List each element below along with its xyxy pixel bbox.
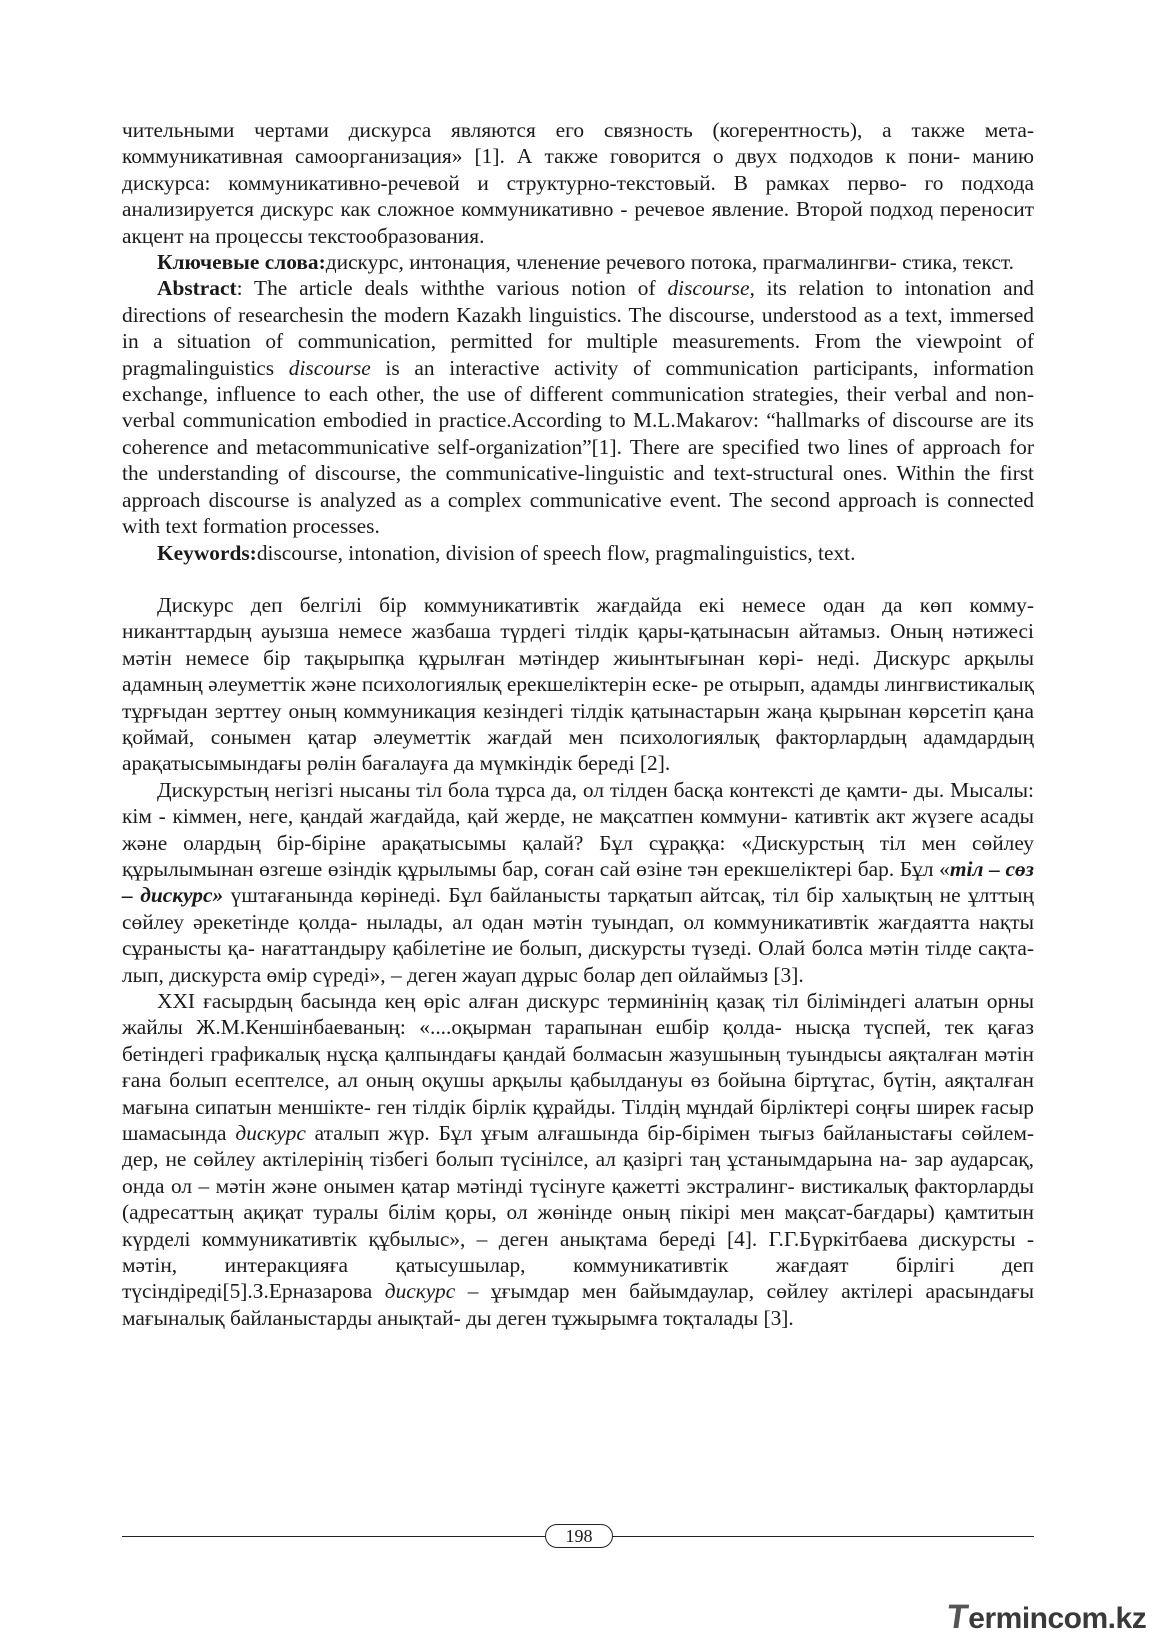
abstract-en (122, 275, 1034, 539)
kz3-term-1: дискурс (235, 1121, 306, 1146)
abstract-text-c: is an interactive activity of communication participants, information exchange, influence to each other, the use of different communication strategies, their verbal and non-verbal communication embodied in practice.According to M.L.Makarov: “hallmarks of discourse are its coherence and metacommunicative self-organization”[1]. There are specified two lines of approach for the understanding of discourse, the communicative-linguistic and text-structural ones. Within the first approach discourse is analyzed as a complex communicative event. The second approach is connected with text formation processes. (122, 355, 1034, 539)
abstract-term-discourse-2: discourse (288, 355, 371, 380)
keywords-en (122, 540, 1034, 566)
abstract-label: Abstract (157, 276, 237, 301)
kz3-text-a: XXI ғасырдың басында кең өріс алған дискурс терминінің қазақ тіл біліміндегі алатын орны жайлы Ж.М.Кеншінбаеваның: «....оқырман тарапынан ешбір қолда- нысқа түспей, тек қағаз бетіндегі графикалық нұсқа қалпындағы қандай болмасын жазушының туындысы аяқталған мәтін ғана болып есептелсе, ал оның оқушы арқылы қабылдануы өз бойына біртұтас, бүтін, аяқталған мағына сипатын меншікте- ген тілдік бірлік құрайды. Тілдің мұндай бірліктері соңғы ширек ғасыр шамасында (122, 989, 1034, 1146)
kz3-text-c: ұғымдар мен байымдаулар, сөйлеу актілері арасындағы мағыналық байланыстарды анықтай- ды деген тұжырымға тоқталады [3]. (122, 1279, 1034, 1330)
section-gap (122, 566, 1034, 592)
logo-end: m.kz (1081, 1602, 1147, 1635)
kz3-text-b: аталып жүр. Бұл ұғым алғашында бір-бірімен тығыз байланыстағы сөйлем- дер, не сөйлеу актілерінің тізбегі болып түсінілсе, ал қазіргі таң ұстанымдарына на- зар аударсақ, онда ол – мәтін және онымен қатар мәтінді түсінуге қажетті экстралинг- вистикалық факторларды (адресаттың ақиқат туралы білім қоры, ол жөнінде оның пікірі мен мақсат-бағдары) қамтитын күрделі коммуникативтік құбылыс», – деген анықтама береді [4]. Г.Г.Бүркітбаева дискурсты - мәтін, интеракцияға қатысушылар, коммуникативтік жағдаят бірлігі деп түсіндіреді[5].З.Ерназарова (122, 1121, 1035, 1304)
paragraph-ru-abstract-end: чительными чертами дискурса являются его связность (когерентность), а также мета- коммуникативная самоорганизация» [1]. А также говорится о двух подходов к пони- манию дискурса: коммуникативно-речевой и структурно-текстовый. В рамках перво- го подхода анализируется дискурс как сложное коммуникативно - речевое явление. Второй подход переносит акцент на процессы текстообразования. (122, 118, 1034, 248)
keywords-ru (122, 249, 1034, 275)
kz2-text-a: Дискурстың негізгі нысаны тіл бола тұрса да, ол тілден басқа контексті де қамти- ды. Мысалы: кім - кіммен, неге, қандай жағдайда, қай жерде, не мақсатпен коммуни- кативтік акт жүзеге асады және олардың бір-біріне арақатысымы қалай? Бұл сұраққа: «Дискурстың тіл мен сөйлеу құрылымынан өзгеше өзіндік құрылымы бар, соған сай өзіне тән ерекшеліктері бар. Бұл « (122, 777, 1034, 881)
keywords-ru-text: дискурс, интонация, членение речевого потока, прагмалингви- стика, текст. (325, 250, 1014, 275)
logo-text: erminc (968, 1602, 1064, 1635)
paragraph-kz-1: Дискурс деп белгілі бір коммуникативтік жағдайда екі немесе одан да көп комму- никанттардың ауызша немесе жазбаша түрдегі тілдік қары-қатынасын айтамыз. Оның нәтижесі мәтін немесе бір тақырыпқа құрылған мәтіндер жиынтығынан көрі- неді. Дискурс арқылы адамның әлеуметтік және психологиялық ерекшеліктерін еске- ре отырып, адамды лингвистикалық тұрғыдан зерттеу оның коммуникация кезіндегі тілдік қатынастарын жаңа қырынан көрсетіп қана қоймай, сонымен қатар әлеуметтік жағдай мен психологиялық факторлардың адамдардың арақатысымындағы рөлін бағалауға да мүмкіндік береді [2]. (122, 592, 1034, 776)
abstract-text-a: : The article deals withthe various notion of (236, 276, 668, 301)
paragraph-kz-3 (122, 988, 1034, 1331)
keywords-ru-label: Ключевые слова: (157, 250, 326, 275)
keywords-en-label: Keywords: (157, 540, 257, 565)
abstract-text-b: its relation to intonation and directions of researchesin the modern Kazakh linguistics. The discourse, understood as a text, immersed in a situation of communication, permitted for multiple measurements. From the viewpoint of pragmalinguistics (122, 276, 1034, 380)
kz2-text-b: үштағанында көрінеді. Бұл байланысты тарқатып айтсақ, тіл бір халықтың не ұлттың сөйлеу әрекетінде қолда- нылады, ал одан мәтін туындап, ол коммуникативтік жағдаятта нақты сұранысты қа- нағаттандыру қабілетіне ие болып, дискурсты түзеді. Олай болса мәтін тілде сақта- лып, дискурста өмір сүреді», – деген жауап дұрыс болар деп ойлаймыз [3]. (122, 883, 1035, 987)
paragraph-kz-2 (122, 777, 1034, 988)
terminology-watermark-logo (944, 1598, 1147, 1636)
logo-t: T (944, 1598, 971, 1636)
page-number: 198 (545, 1524, 613, 1548)
kz3-term-2: дискурс – (384, 1279, 479, 1304)
abstract-term-discourse: discourse, (667, 276, 755, 301)
logo-o: o (1063, 1602, 1082, 1635)
keywords-en-text: discourse, intonation, division of speech flow, pragmalinguistics, text. (256, 540, 856, 565)
kz2-term: тіл – сөз – дискурс» (122, 856, 1034, 908)
page-footer (122, 1522, 1034, 1552)
page-body (122, 117, 1034, 1331)
